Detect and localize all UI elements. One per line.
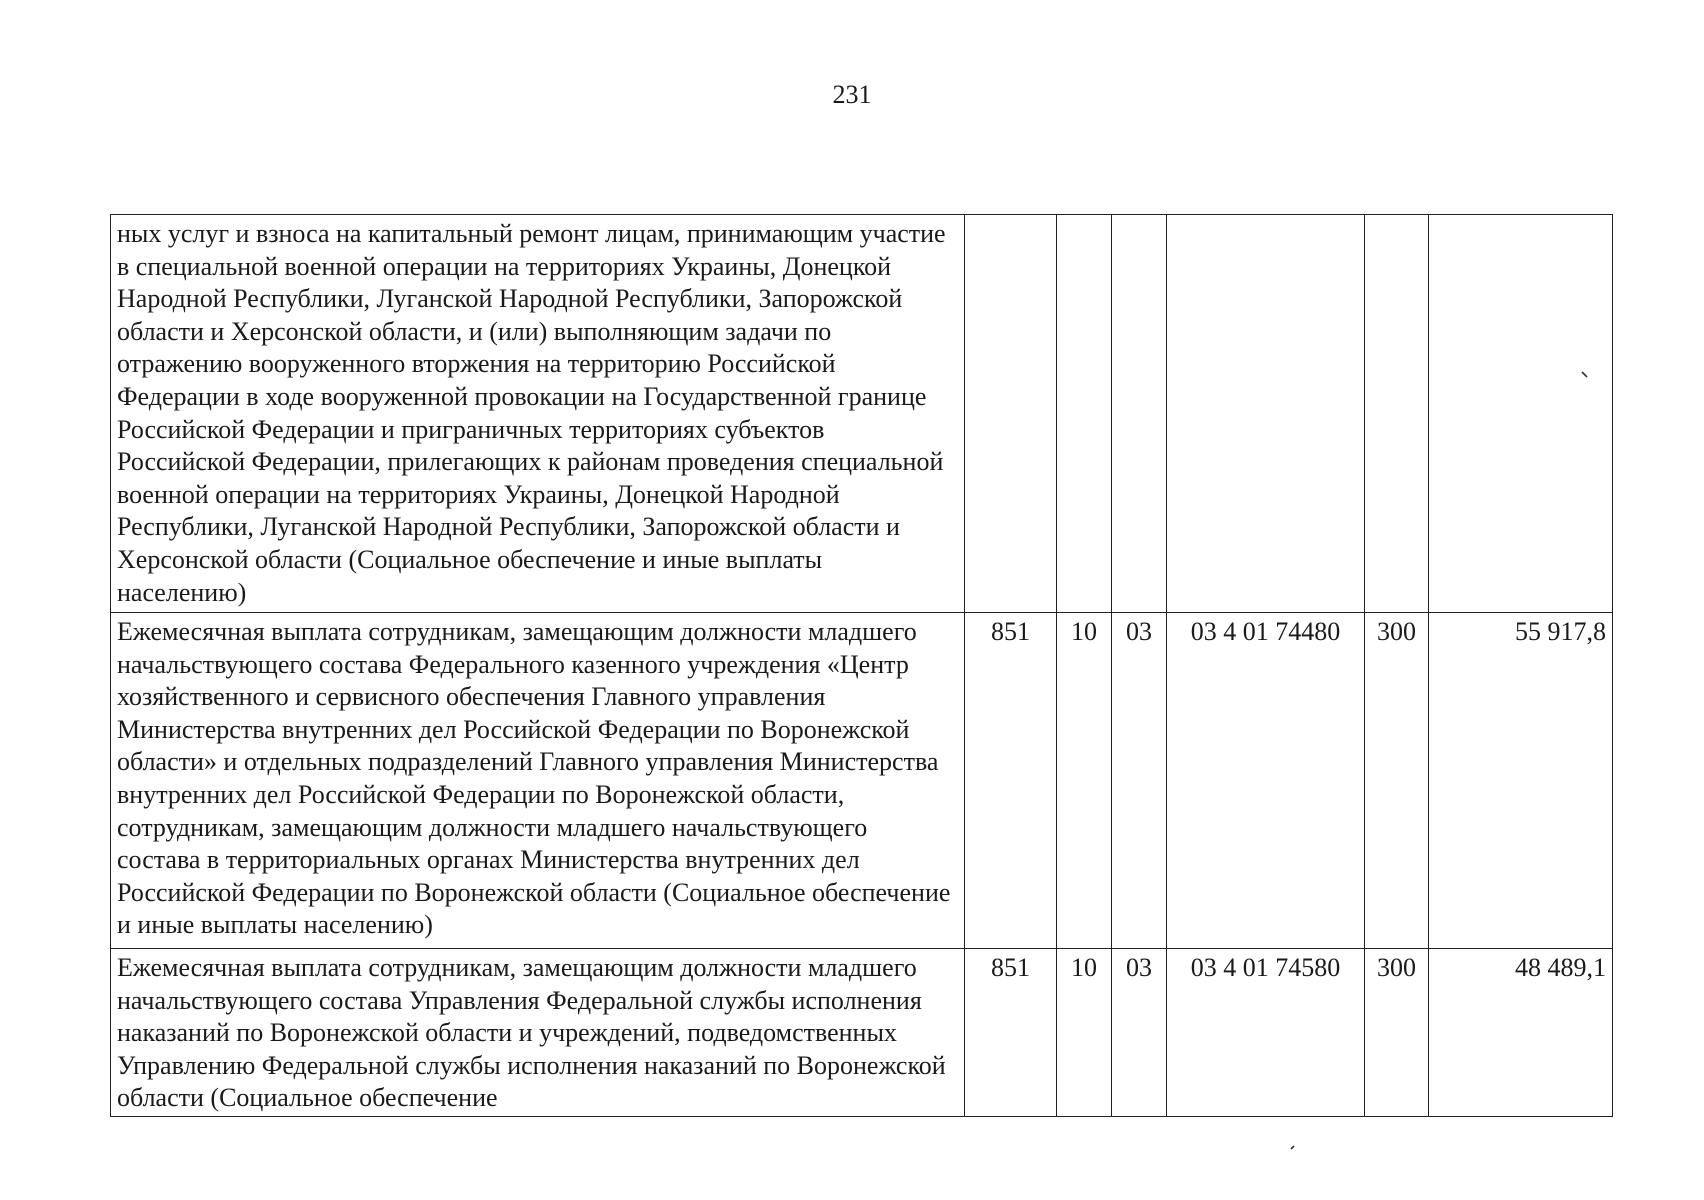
ministry-code: 851 (965, 613, 1057, 949)
section-code: 10 (1057, 949, 1112, 1117)
subsection-code: 03 (1112, 613, 1167, 949)
section-code (1057, 215, 1112, 613)
row-description: ных услуг и взноса на капитальный ремонт лицам, принимающим участие в специальной военной операции на территориях Украины, Донецкой Народной Республики, Луганской Народной Республики, Запорожской области и Херсонской области, и (или) выполняющим задачи по отражению вооруженного вторжения на территорию Российской Федерации в ходе вооруженной провокации на Государственной границе Российской Федерации и приграничных территориях субъектов Российской Федерации, прилегающих к районам проведения специальной военной операции на территориях Украины, Донецкой Народной Республики, Луганской Народной Республики, Запорожской области и Херсонской области (Социальное обеспечение и иные выплаты населению) (111, 215, 965, 613)
amount-cell (1429, 215, 1613, 613)
target-article-code: 03 4 01 74580 (1167, 949, 1365, 1117)
subsection-code (1112, 215, 1167, 613)
table-row (111, 215, 1613, 613)
row-description: Ежемесячная выплата сотрудникам, замещающим должности младшего начальствующего состава Управления Федеральной службы исполнения наказаний по Воронежской области и учреждений, подведомственных Управлению Федеральной службы исполнения наказаний по Воронежской области (Социальное обеспечение (111, 949, 965, 1117)
expense-type-code (1365, 215, 1429, 613)
table-row (111, 613, 1613, 949)
scan-mark (1580, 370, 1590, 380)
row-description: Ежемесячная выплата сотрудникам, замещающим должности младшего начальствующего состава Федерального казенного учреждения «Центр хозяйственного и сервисного обеспечения Главного управления Министерства внутренних дел Российской Федерации по Воронежской области» и отдельных подразделений Главного управления Министерства внутренних дел Российской Федерации по Воронежской области, сотрудникам, замещающим должности младшего начальствующего состава в территориальных органах Министерства внутренних дел Российской Федерации по Воронежской области (Социальное обеспечение и иные выплаты населению) (111, 613, 965, 949)
scan-mark (1288, 1142, 1298, 1152)
subsection-code: 03 (1112, 949, 1167, 1117)
ministry-code: 851 (965, 949, 1057, 1117)
expense-type-code: 300 (1365, 613, 1429, 949)
budget-table (110, 214, 1613, 1117)
amount-cell: 48 489,1 (1429, 949, 1613, 1117)
page-number: 231 (832, 80, 872, 109)
target-article-code: 03 4 01 74480 (1167, 613, 1365, 949)
table-row (111, 949, 1613, 1117)
section-code: 10 (1057, 613, 1112, 949)
amount-cell: 55 917,8 (1429, 613, 1613, 949)
target-article-code (1167, 215, 1365, 613)
ministry-code (965, 215, 1057, 613)
expense-type-code: 300 (1365, 949, 1429, 1117)
